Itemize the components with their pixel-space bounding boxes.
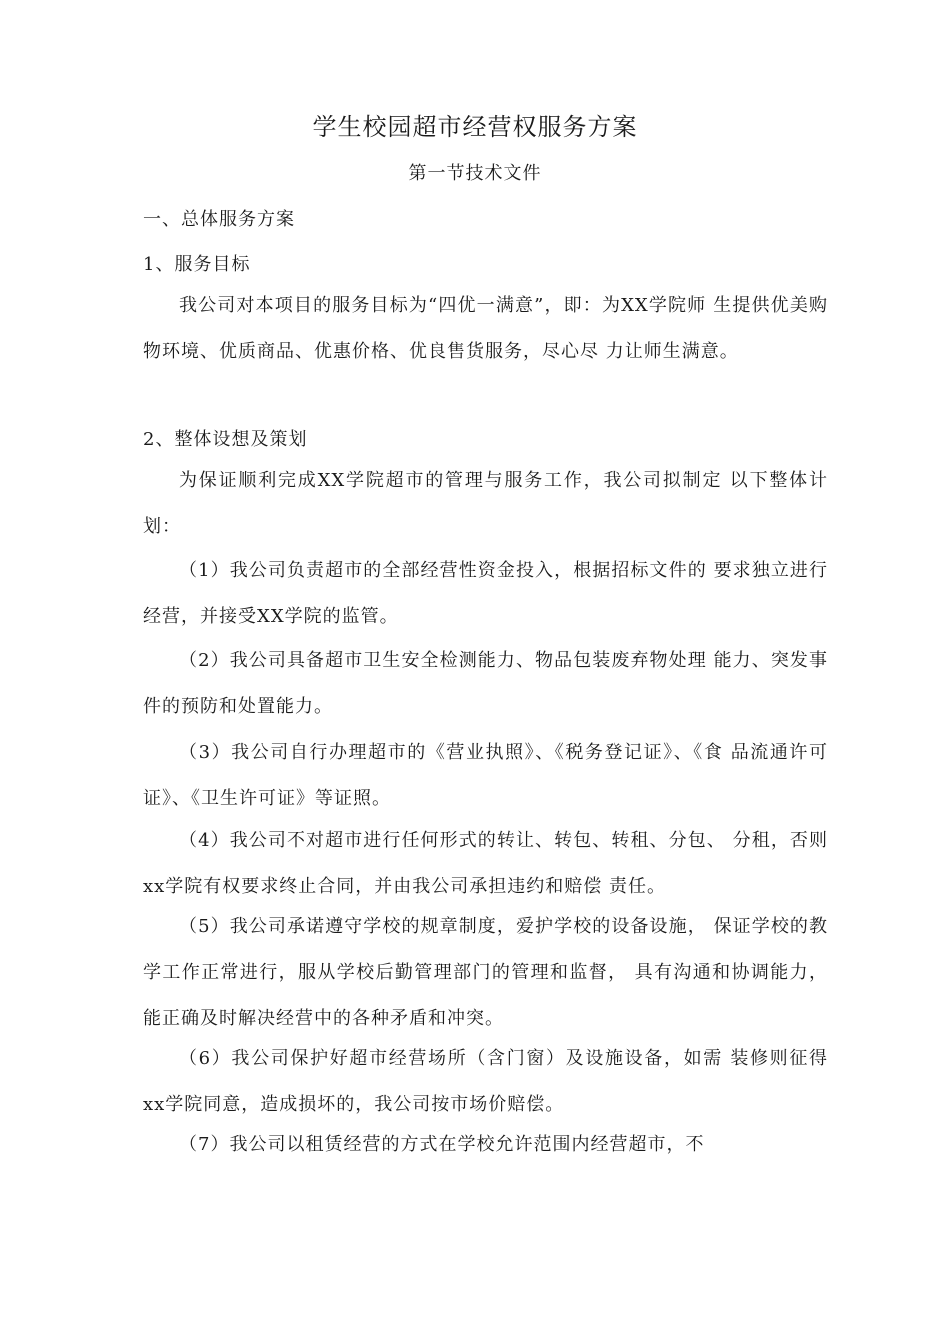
plan-item-4: （4）我公司不对超市进行任何形式的转让、转包、转租、分包、 分租，否则xx学院有权要求终止合同，并由我公司承担违约和赔偿 责任。 bbox=[143, 830, 828, 897]
subheading-service-goal: 1、服务目标 bbox=[143, 254, 251, 275]
plan-item-2: （2）我公司具备超市卫生安全检测能力、物品包装废弃物处理 能力、突发事件的预防和处置能力。 bbox=[143, 650, 828, 717]
plan-item-7: （7）我公司以租赁经营的方式在学校允许范围内经营超市，不 bbox=[179, 1134, 705, 1155]
paragraph-service-goal: 我公司对本项目的服务目标为“四优一满意”，即：为XX学院师 生提供优美购物环境、优质商品、优惠价格、优良售货服务，尽心尽 力让师生满意。 bbox=[143, 295, 828, 362]
document-title: 学生校园超市经营权服务方案 bbox=[312, 113, 638, 141]
document-subtitle: 第一节技术文件 bbox=[408, 163, 542, 184]
plan-item-3: （3）我公司自行办理超市的《营业执照》、《税务登记证》、《食 品流通许可证》、《卫生许可证》等证照。 bbox=[143, 742, 828, 809]
paragraph-overall-plan: 为保证顺利完成XX学院超市的管理与服务工作，我公司拟制定 以下整体计划： bbox=[143, 470, 828, 537]
plan-item-1: （1）我公司负责超市的全部经营性资金投入，根据招标文件的 要求独立进行经营，并接受XX学院的监管。 bbox=[143, 560, 828, 627]
plan-item-5: （5）我公司承诺遵守学校的规章制度，爱护学校的设备设施， 保证学校的教学工作正常进行，服从学校后勤管理部门的管理和监督， 具有沟通和协调能力，能正确及时解决经营中的各种矛盾和冲突。 bbox=[143, 916, 828, 1029]
plan-item-6: （6）我公司保护好超市经营场所（含门窗）及设施设备，如需 装修则征得xx学院同意，造成损坏的，我公司按市场价赔偿。 bbox=[143, 1048, 828, 1115]
subheading-overall-plan: 2、整体设想及策划 bbox=[143, 429, 308, 450]
section-heading-overall-service: 一、总体服务方案 bbox=[143, 209, 295, 230]
